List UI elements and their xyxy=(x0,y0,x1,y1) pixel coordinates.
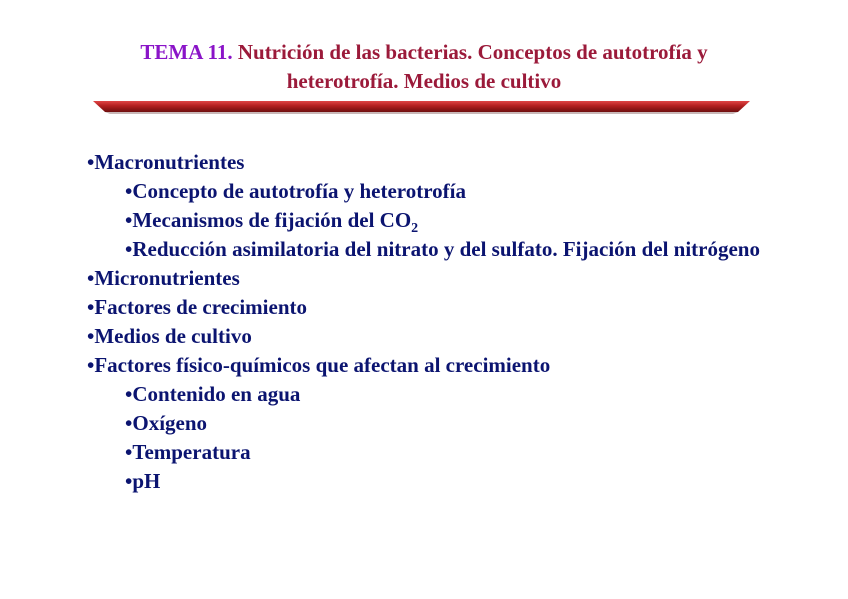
bullet: • xyxy=(87,295,95,319)
list-item xyxy=(87,409,787,438)
bullet: • xyxy=(125,179,133,203)
list-item xyxy=(87,264,787,293)
list-item-text: Reducción asimilatoria del nitrato y del sulfato. Fijación del nitrógeno xyxy=(132,237,760,261)
list-item xyxy=(87,148,787,177)
bullet: • xyxy=(125,237,133,261)
slide-title xyxy=(60,38,788,96)
list-item xyxy=(87,293,787,322)
title-underline-bar xyxy=(93,99,750,115)
list-item xyxy=(87,177,787,206)
list-item-text: Macronutrientes xyxy=(94,150,245,174)
list-item-text: Contenido en agua xyxy=(132,382,301,406)
list-item-text: Micronutrientes xyxy=(94,266,240,290)
list-item xyxy=(87,206,787,235)
bullet: • xyxy=(125,208,133,232)
title-line-1-text: Nutrición de las bacterias. Conceptos de autotrofía y xyxy=(237,40,708,64)
bullet: • xyxy=(125,469,133,493)
list-item xyxy=(87,235,787,264)
title-prefix: TEMA 11. xyxy=(140,40,233,64)
list-item-text: Mecanismos de fijación del CO xyxy=(132,208,412,232)
list-item xyxy=(87,438,787,467)
title-line-1 xyxy=(60,38,788,67)
bullet: • xyxy=(125,411,133,435)
bullet: • xyxy=(87,266,95,290)
bullet: • xyxy=(125,440,133,464)
list-item xyxy=(87,380,787,409)
bullet: • xyxy=(87,150,95,174)
list-item xyxy=(87,351,787,380)
bullet: • xyxy=(87,353,95,377)
list-item-text: Oxígeno xyxy=(132,411,208,435)
list-item-text: Temperatura xyxy=(132,440,251,464)
subscript: 2 xyxy=(411,221,419,236)
list-item-text: pH xyxy=(132,469,161,493)
title-line-2: heterotrofía. Medios de cultivo xyxy=(286,69,562,93)
list-item-text: Factores de crecimiento xyxy=(94,295,307,319)
list-item xyxy=(87,467,787,496)
outline-list xyxy=(87,148,787,496)
list-item-text: Medios de cultivo xyxy=(94,324,252,348)
bullet: • xyxy=(125,382,133,406)
list-item xyxy=(87,322,787,351)
bullet: • xyxy=(87,324,95,348)
list-item-text: Concepto de autotrofía y heterotrofía xyxy=(132,179,466,203)
list-item-text: Factores físico-químicos que afectan al crecimiento xyxy=(94,353,551,377)
